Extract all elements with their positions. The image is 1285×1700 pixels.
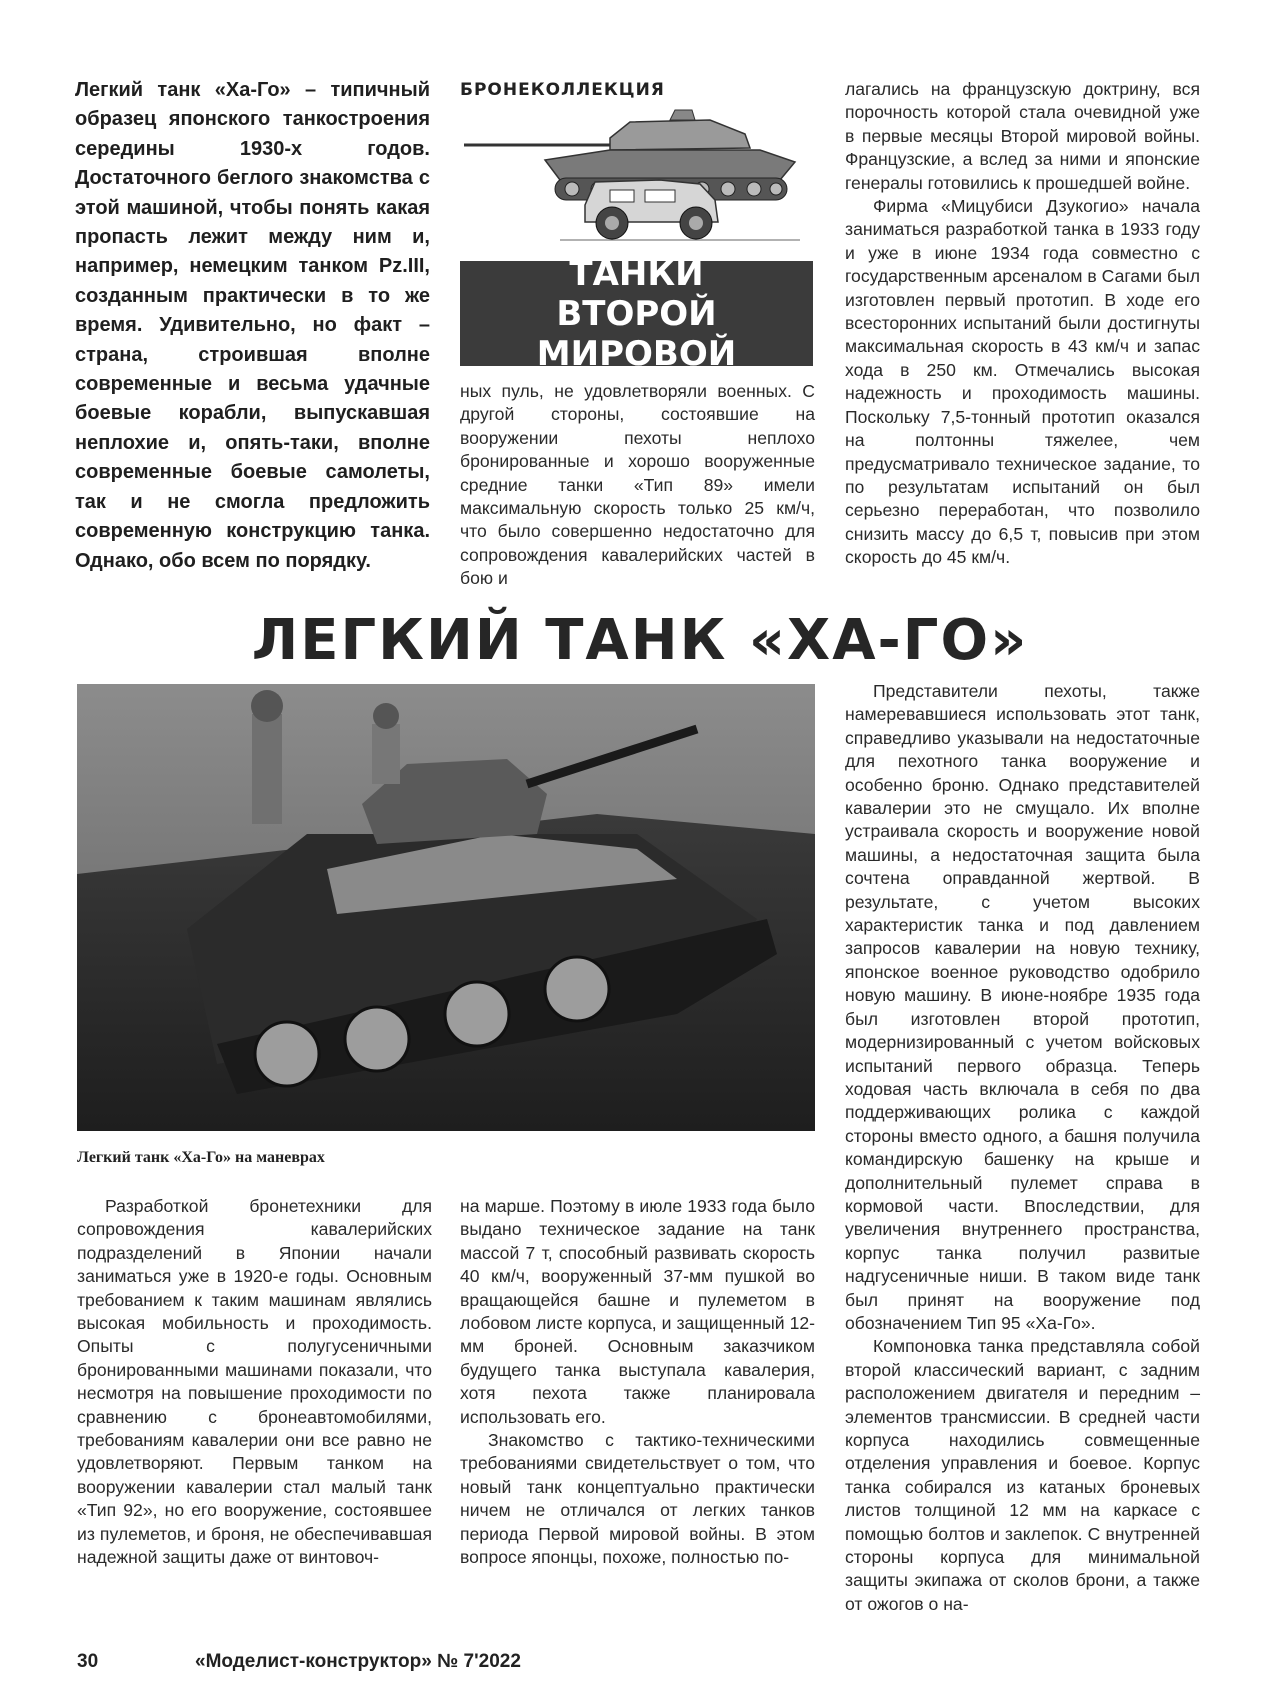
bottom-column-1 <box>77 1195 432 1570</box>
article-title: ЛЕГКИЙ ТАНК «ХА-ГО» <box>251 608 1029 673</box>
paragraph: на марше. Поэтому в июле 1933 года было выдано техническое задание на танк массой 7 т, способный развивать скорость 40 км/ч, вооруженный 37-мм пушкой во вращающейся башне и пулеметом в лобовом листе корпуса, и защищенный 12-мм броней. Основным заказчиком будущего танка выступала кавалерия, хотя пехота также планировала использовать его. <box>460 1196 815 1427</box>
paragraph: Фирма «Мицубиси Дзукогио» начала заниматься разработкой танка в 1933 году и уже в июне 1934 года совместно с государственным арсеналом в Сагами был изготовлен первый прототип. В ходе его всесторонних испытаний были достигнуты максимальная скорость в 43 км/ч и запас хода в 250 км. Отмечались высокая надежность и проходимость машины. Поскольку 7,5-тонный прототип оказался на полтонны тяжелее, чем предусматривало техническое задание, то по результатам испытаний он был серьезно переработан, что позволило снизить массу до 6,5 т, повысив при этом скорость до 45 км/ч. <box>845 196 1200 568</box>
tank-silhouette-icon <box>460 100 815 245</box>
paragraph: Представители пехоты, также намеревавшиеся использовать этот танк, справедливо указывали на недостаточные для пехотного танка вооружение и особенно броню. Однако представителей кавалерии это не смущало. Их вполне устраивала скорость и вооружение новой машины, а недостаточная защита была сочтена оправданной жертвой. В результате, с учетом высоких характеристик танка и под давлением запросов кавалерии на новую технику, японское военное руководство одобрило новую машину. В июне-ноябре 1935 года был изготовлен второй прототип, модернизированный с учетом войсковых испытаний первого образца. Теперь ходовая часть включала в себя по два поддерживающих ролика с каждой стороны вместо одного, а башня получила командирскую башенку на крыше и дополнительный пулемет справа в кормовой части. Впоследствии, для увеличения внутреннего пространства, корпус танка получил развитые надгусеничные ниши. В таком виде танк был принят на вооружение под обозначением Тип 95 «Ха-Го». <box>845 681 1200 1333</box>
paragraph: Разработкой бронетехники для сопровождения кавалерийских подразделений в Японии начали заниматься уже в 1920-е годы. Основным требованием к таким машинам являлись высокая мобильность и проходимость. Опыты с полугусеничными бронированными машинами показали, что несмотря на повышение проходимости по сравнению с бронеавтомобилями, требованиям кавалерии они все равно не удовлетворяют. Первым танком на вооружении кавалерии стал малый танк «Тип 92», но его вооружение, состоявшее из пулеметов, и броня, не обеспечивавшая надежной защиты даже от винтовоч- <box>77 1196 432 1568</box>
paragraph: ных пуль, не удовлетворяли военных. С другой стороны, состоявшие на вооружении пехоты неплохо бронированные и хорошо вооруженные средние танки «Тип 89» имели максимальную скорость только 25 км/ч, что было совершенно недостаточно для сопровождения кавалерийских частей в бою и <box>460 381 815 589</box>
paragraph: Компоновка танка представляла собой второй классический вариант, с задним расположением двигателя и передним – элементов трансмиссии. В средней части корпуса находились совмещенные отделения управления и боевое. Корпус танка собирался из катаных броневых листов толщиной 12 мм на каркасе с помощью болтов и заклепок. С внутренней стороны корпуса для минимальной защиты экипажа от сколов брони, а также от ожогов о на- <box>845 1336 1200 1614</box>
paragraph: Знакомство с тактико-техническими требованиями свидетельствует о том, что новый танк концептуально практически ничем не отличался от легких танков периода Первой мировой войны. В этом вопросе японцы, похоже, полностью по- <box>460 1430 815 1568</box>
magazine-footer: «Моделист-конструктор» № 7'2022 <box>195 1651 521 1672</box>
top-column-3 <box>845 78 1200 570</box>
paragraph: лагались на французскую доктрину, вся порочность которой стала очевидной уже в первые месяцы Второй мировой войны. Французские, а вслед за ними и японские генералы готовились к прошедшей войне. <box>845 79 1200 193</box>
page-number: 30 <box>77 1651 99 1672</box>
series-line-1: ТАНКИ <box>569 253 704 294</box>
lead-text: Легкий танк «Ха-Го» – типичный образец японского танкостроения середины 1930-х годов. Достаточного беглого знакомства с этой машиной, чтобы понять какая пропасть лежит между ним и, например, немецким танком Pz.III, созданным практически в то же время. Удивительно, но факт – страна, строившая вполне современные и весьма удачные боевые корабли, выпускавшая неплохие и, опять-таки, вполне современные боевые самолеты, так и не смогла предложить современную конструкцию танка. Однако, обо всем по порядку. <box>75 79 430 572</box>
right-column <box>845 680 1200 1616</box>
series-line-2: ВТОРОЙ МИРОВОЙ <box>536 293 737 374</box>
lead-paragraph <box>75 76 430 576</box>
rubric-label: БРОНЕКОЛЛЕКЦИЯ <box>460 80 665 100</box>
tank-photo <box>77 684 815 1131</box>
bottom-column-2 <box>460 1195 815 1570</box>
series-banner <box>460 253 813 374</box>
top-column-2 <box>460 380 815 591</box>
photo-caption: Легкий танк «Ха-Го» на маневрах <box>77 1149 325 1166</box>
